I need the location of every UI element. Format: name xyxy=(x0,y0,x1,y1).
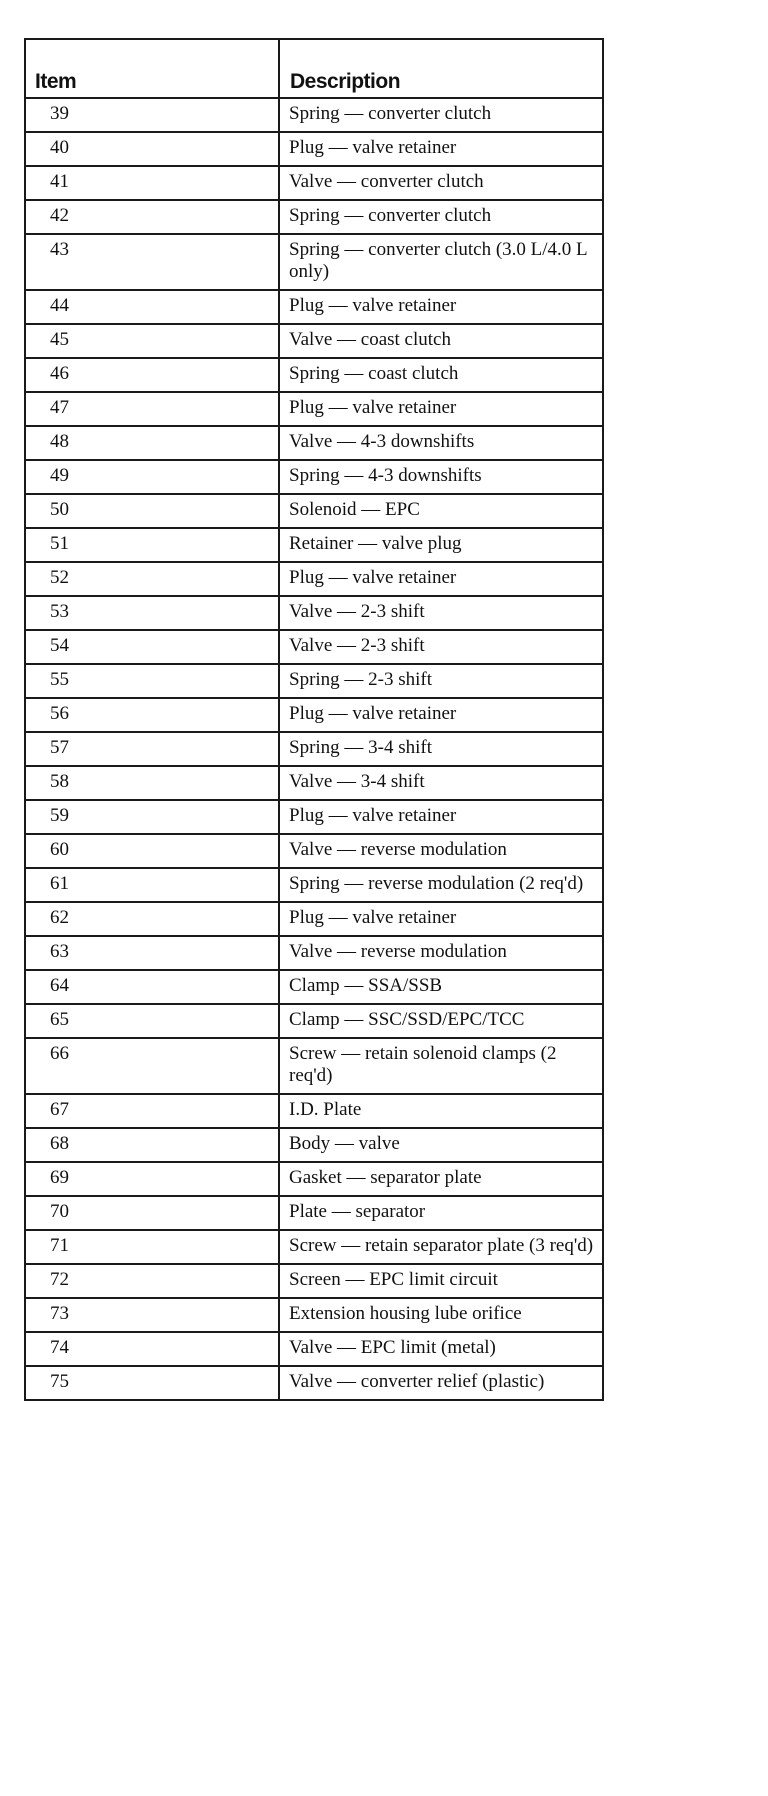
table-row xyxy=(25,290,603,324)
item-description-cell: Spring — reverse modulation (2 req'd) xyxy=(279,868,603,902)
item-number-cell: 58 xyxy=(25,766,279,800)
item-description-cell: Plug — valve retainer xyxy=(279,132,603,166)
item-description-cell: Valve — 2-3 shift xyxy=(279,596,603,630)
item-number-cell: 51 xyxy=(25,528,279,562)
item-number-cell: 67 xyxy=(25,1094,279,1128)
item-number-cell: 60 xyxy=(25,834,279,868)
item-description-cell: Plug — valve retainer xyxy=(279,562,603,596)
item-description-cell: Retainer — valve plug xyxy=(279,528,603,562)
item-description-cell: Gasket — separator plate xyxy=(279,1162,603,1196)
item-description-cell: Screw — retain solenoid clamps (2 req'd) xyxy=(279,1038,603,1094)
table-row xyxy=(25,358,603,392)
item-number-cell: 63 xyxy=(25,936,279,970)
table-row xyxy=(25,234,603,290)
table-row xyxy=(25,698,603,732)
item-number-cell: 50 xyxy=(25,494,279,528)
item-number-cell: 47 xyxy=(25,392,279,426)
item-number-cell: 57 xyxy=(25,732,279,766)
item-number-cell: 43 xyxy=(25,234,279,290)
item-number-cell: 41 xyxy=(25,166,279,200)
item-description-cell: Clamp — SSA/SSB xyxy=(279,970,603,1004)
table-row xyxy=(25,1196,603,1230)
table-row xyxy=(25,1264,603,1298)
table-row xyxy=(25,1038,603,1094)
item-number-cell: 59 xyxy=(25,800,279,834)
item-number-cell: 72 xyxy=(25,1264,279,1298)
item-description-cell: Spring — coast clutch xyxy=(279,358,603,392)
table-row xyxy=(25,664,603,698)
item-description-cell: Valve — EPC limit (metal) xyxy=(279,1332,603,1366)
table-row xyxy=(25,528,603,562)
table-row xyxy=(25,1230,603,1264)
table-body xyxy=(25,98,603,1400)
item-number-cell: 70 xyxy=(25,1196,279,1230)
table-row xyxy=(25,868,603,902)
table-row xyxy=(25,970,603,1004)
item-description-cell: Plug — valve retainer xyxy=(279,290,603,324)
item-number-cell: 56 xyxy=(25,698,279,732)
item-description-cell: Valve — reverse modulation xyxy=(279,936,603,970)
table-row xyxy=(25,630,603,664)
item-description-cell: Body — valve xyxy=(279,1128,603,1162)
table-row xyxy=(25,834,603,868)
table-row xyxy=(25,132,603,166)
item-number-cell: 44 xyxy=(25,290,279,324)
item-description-cell: Extension housing lube orifice xyxy=(279,1298,603,1332)
column-header-item: Item xyxy=(25,39,279,98)
item-description-cell: Screen — EPC limit circuit xyxy=(279,1264,603,1298)
item-description-cell: Plug — valve retainer xyxy=(279,698,603,732)
item-number-cell: 39 xyxy=(25,98,279,132)
table-row xyxy=(25,1004,603,1038)
parts-table-container xyxy=(24,38,602,1401)
item-number-cell: 42 xyxy=(25,200,279,234)
item-description-cell: Spring — converter clutch (3.0 L/4.0 L only) xyxy=(279,234,603,290)
item-number-cell: 54 xyxy=(25,630,279,664)
item-description-cell: Valve — 4-3 downshifts xyxy=(279,426,603,460)
item-number-cell: 52 xyxy=(25,562,279,596)
item-description-cell: Plate — separator xyxy=(279,1196,603,1230)
column-header-description: Description xyxy=(279,39,603,98)
item-description-cell: Spring — 3-4 shift xyxy=(279,732,603,766)
table-row xyxy=(25,732,603,766)
item-description-cell: Plug — valve retainer xyxy=(279,902,603,936)
item-number-cell: 40 xyxy=(25,132,279,166)
item-description-cell: Valve — converter relief (plastic) xyxy=(279,1366,603,1400)
table-row xyxy=(25,936,603,970)
parts-table xyxy=(24,38,604,1401)
item-number-cell: 61 xyxy=(25,868,279,902)
item-description-cell: Valve — reverse modulation xyxy=(279,834,603,868)
item-number-cell: 69 xyxy=(25,1162,279,1196)
item-description-cell: Plug — valve retainer xyxy=(279,800,603,834)
item-description-cell: Spring — 2-3 shift xyxy=(279,664,603,698)
table-row xyxy=(25,1298,603,1332)
table-row xyxy=(25,1128,603,1162)
item-description-cell: Spring — converter clutch xyxy=(279,98,603,132)
item-number-cell: 65 xyxy=(25,1004,279,1038)
item-number-cell: 46 xyxy=(25,358,279,392)
item-description-cell: Valve — 2-3 shift xyxy=(279,630,603,664)
table-row xyxy=(25,392,603,426)
table-row xyxy=(25,596,603,630)
item-description-cell: Valve — 3-4 shift xyxy=(279,766,603,800)
item-description-cell: Screw — retain separator plate (3 req'd) xyxy=(279,1230,603,1264)
item-number-cell: 74 xyxy=(25,1332,279,1366)
item-description-cell: Plug — valve retainer xyxy=(279,392,603,426)
item-description-cell: Spring — 4-3 downshifts xyxy=(279,460,603,494)
table-row xyxy=(25,1162,603,1196)
header-row xyxy=(25,39,603,98)
item-number-cell: 55 xyxy=(25,664,279,698)
item-description-cell: Spring — converter clutch xyxy=(279,200,603,234)
item-description-cell: Clamp — SSC/SSD/EPC/TCC xyxy=(279,1004,603,1038)
table-row xyxy=(25,426,603,460)
item-description-cell: Solenoid — EPC xyxy=(279,494,603,528)
item-number-cell: 71 xyxy=(25,1230,279,1264)
item-description-cell: Valve — converter clutch xyxy=(279,166,603,200)
table-row xyxy=(25,494,603,528)
item-number-cell: 49 xyxy=(25,460,279,494)
item-number-cell: 73 xyxy=(25,1298,279,1332)
item-description-cell: I.D. Plate xyxy=(279,1094,603,1128)
table-header xyxy=(25,39,603,98)
item-description-cell: Valve — coast clutch xyxy=(279,324,603,358)
table-row xyxy=(25,98,603,132)
item-number-cell: 48 xyxy=(25,426,279,460)
table-row xyxy=(25,766,603,800)
table-row xyxy=(25,324,603,358)
table-row xyxy=(25,460,603,494)
item-number-cell: 75 xyxy=(25,1366,279,1400)
item-number-cell: 45 xyxy=(25,324,279,358)
table-row xyxy=(25,200,603,234)
table-row xyxy=(25,1366,603,1400)
table-row xyxy=(25,800,603,834)
item-number-cell: 53 xyxy=(25,596,279,630)
table-row xyxy=(25,562,603,596)
item-number-cell: 62 xyxy=(25,902,279,936)
table-row xyxy=(25,1094,603,1128)
table-row xyxy=(25,166,603,200)
item-number-cell: 66 xyxy=(25,1038,279,1094)
item-number-cell: 68 xyxy=(25,1128,279,1162)
item-number-cell: 64 xyxy=(25,970,279,1004)
table-row xyxy=(25,902,603,936)
table-row xyxy=(25,1332,603,1366)
